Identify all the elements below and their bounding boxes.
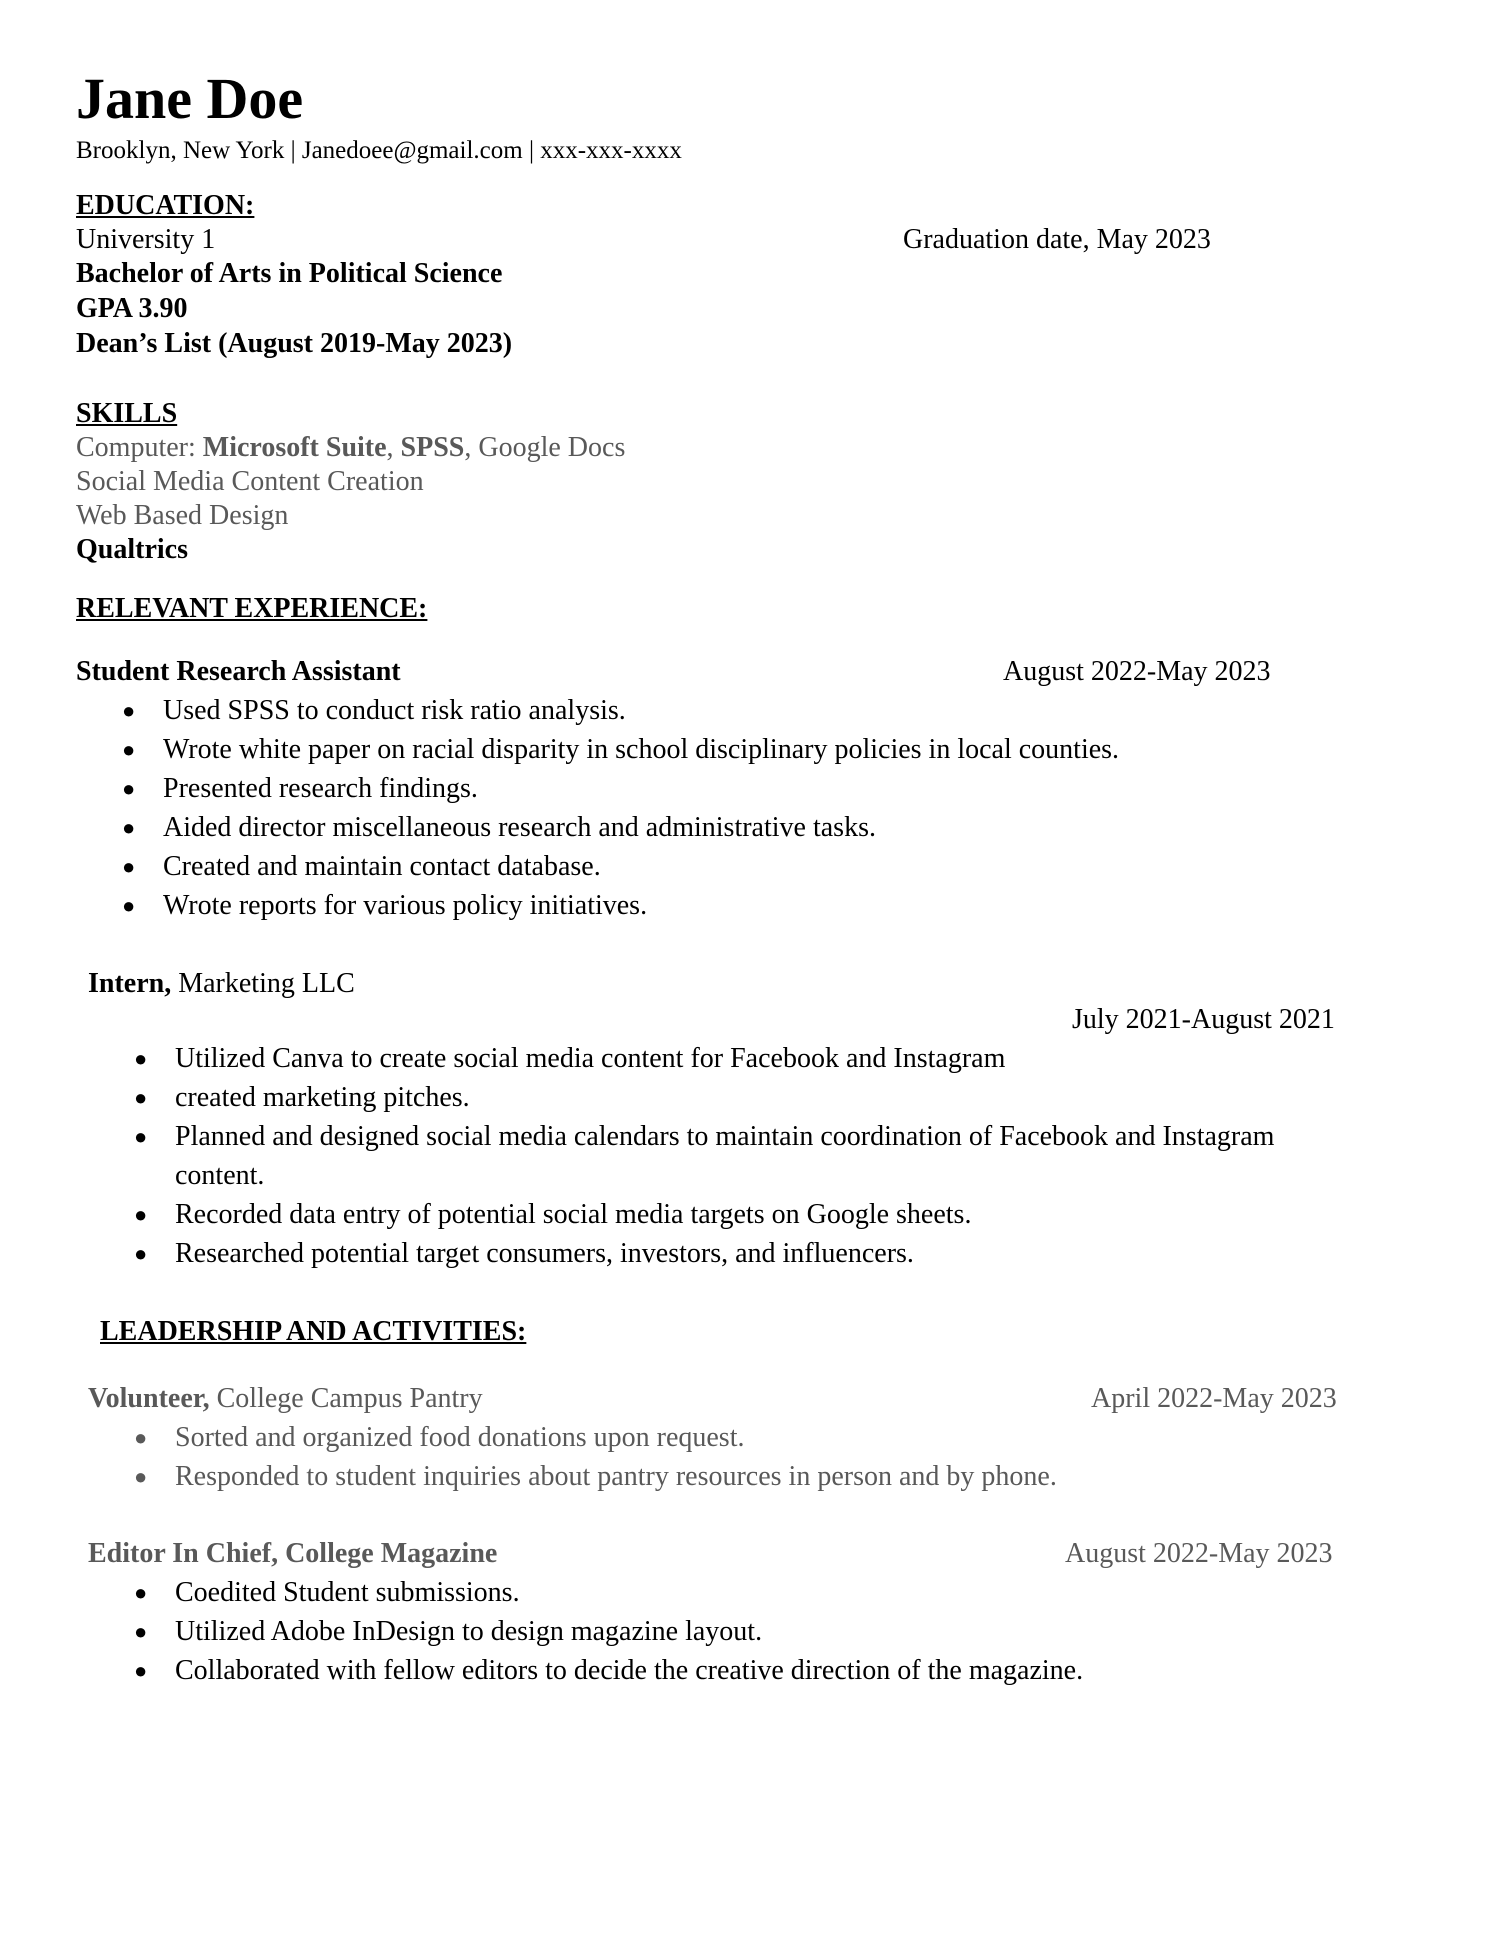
skills-computer-prefix: Computer:	[76, 432, 203, 463]
bullet-icon: ●	[122, 854, 136, 879]
list-item: Planned and designed social media calendars to maintain coordination of Facebook and Instagram	[175, 1121, 1275, 1152]
bullet-icon: ●	[134, 1464, 148, 1489]
job-title-line	[88, 967, 355, 1001]
skills-separator: ,	[386, 432, 401, 463]
list-item: Wrote white paper on racial disparity in school disciplinary policies in local counties.	[163, 734, 1120, 765]
list-item: Aided director miscellaneous research and administrative tasks.	[163, 812, 876, 843]
list-item: Collaborated with fellow editors to decide the creative direction of the magazine.	[175, 1655, 1084, 1686]
skills-computer-line	[76, 431, 625, 465]
job-title: Intern,	[88, 968, 172, 999]
contact-line: Brooklyn, New York | Janedoee@gmail.com | xxx-xxx-xxxx	[76, 137, 682, 164]
bullet-icon: ●	[134, 1425, 148, 1450]
bullet-icon: ●	[122, 737, 136, 762]
bullet-icon: ●	[134, 1619, 148, 1644]
skills-qualtrics: Qualtrics	[76, 534, 188, 565]
bullet-icon: ●	[122, 893, 136, 918]
list-item: Utilized Adobe InDesign to design magazine layout.	[175, 1616, 763, 1647]
bullet-icon: ●	[122, 815, 136, 840]
list-item: created marketing pitches.	[175, 1082, 470, 1113]
bullet-icon: ●	[122, 698, 136, 723]
bullet-icon: ●	[134, 1124, 148, 1149]
bullet-icon: ●	[134, 1658, 148, 1683]
list-item: Recorded data entry of potential social media targets on Google sheets.	[175, 1199, 972, 1230]
job-dates: August 2022-May 2023	[1003, 656, 1271, 687]
education-school: University 1	[76, 224, 216, 255]
list-item: Created and maintain contact database.	[163, 851, 601, 882]
role-dates: April 2022-May 2023	[1091, 1383, 1337, 1414]
experience-heading: RELEVANT EXPERIENCE:	[76, 593, 428, 624]
skills-microsoft-suite: Microsoft Suite	[202, 432, 387, 463]
education-degree: Bachelor of Arts in Political Science	[76, 258, 503, 289]
job-org: Marketing LLC	[171, 968, 355, 999]
list-item: Researched potential target consumers, investors, and influencers.	[175, 1238, 914, 1269]
resume-name: Jane Doe	[76, 66, 304, 131]
skills-computer-suffix: , Google Docs	[464, 432, 626, 463]
bullet-icon: ●	[122, 776, 136, 801]
bullet-icon: ●	[134, 1202, 148, 1227]
list-item: Responded to student inquiries about pantry resources in person and by phone.	[175, 1461, 1057, 1492]
role-title: Volunteer,	[88, 1383, 210, 1414]
list-item: Utilized Canva to create social media content for Facebook and Instagram	[175, 1043, 1006, 1074]
list-item: Sorted and organized food donations upon request.	[175, 1422, 745, 1453]
education-gpa: GPA 3.90	[76, 293, 188, 324]
skills-heading: SKILLS	[76, 398, 178, 429]
job-title: Student Research Assistant	[76, 656, 401, 687]
education-heading: EDUCATION:	[76, 190, 255, 221]
list-item: Coedited Student submissions.	[175, 1577, 520, 1608]
list-item: Used SPSS to conduct risk ratio analysis.	[163, 695, 626, 726]
education-deans-list: Dean’s List (August 2019-May 2023)	[76, 328, 513, 359]
bullet-icon: ●	[134, 1580, 148, 1605]
bullet-icon: ●	[134, 1085, 148, 1110]
bullet-icon: ●	[134, 1046, 148, 1071]
education-graduation-date: Graduation date, May 2023	[903, 224, 1211, 255]
skills-spss: SPSS	[400, 432, 465, 463]
leadership-heading: LEADERSHIP AND ACTIVITIES:	[100, 1316, 527, 1347]
role-org: College Campus Pantry	[209, 1383, 483, 1414]
skills-social-media: Social Media Content Creation	[76, 466, 424, 497]
job-dates: July 2021-August 2021	[1072, 1004, 1335, 1035]
bullet-icon: ●	[134, 1241, 148, 1266]
skills-web-design: Web Based Design	[76, 500, 289, 531]
role-title-line	[88, 1382, 483, 1416]
list-item-continuation: content.	[175, 1160, 265, 1191]
list-item: Wrote reports for various policy initiatives.	[163, 890, 648, 921]
role-title: Editor In Chief, College Magazine	[88, 1538, 498, 1569]
list-item: Presented research findings.	[163, 773, 478, 804]
role-dates: August 2022-May 2023	[1065, 1538, 1333, 1569]
